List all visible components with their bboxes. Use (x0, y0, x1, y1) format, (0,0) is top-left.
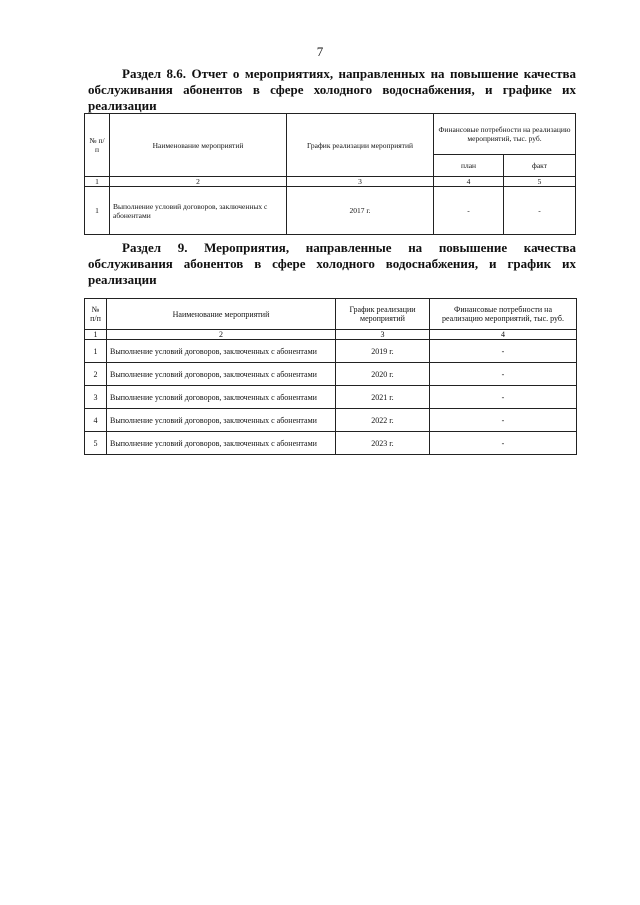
row-num: 5 (85, 432, 107, 455)
section-9-table (84, 298, 577, 455)
row-finance: - (430, 386, 577, 409)
section-8-6-heading (88, 66, 576, 114)
row-finance: - (430, 340, 577, 363)
table-row (85, 340, 577, 363)
row-name: Выполнение условий договоров, заключенных с абонентами (110, 187, 287, 235)
header-plan: план (434, 155, 504, 177)
section-8-6-table (84, 113, 576, 235)
section-8-6-title: Раздел 8.6. Отчет о мероприятиях, направленных на повышение качества обслуживания абонентов в сфере холодного водоснабжения, и графике их реализации (88, 66, 576, 113)
row-schedule: 2023 г. (336, 432, 430, 455)
col-number: 2 (110, 177, 287, 187)
table-row (85, 363, 577, 386)
row-plan: - (434, 187, 504, 235)
section-9-heading (88, 240, 576, 288)
row-schedule: 2017 г. (287, 187, 434, 235)
col-number: 1 (85, 330, 107, 340)
row-fact: - (504, 187, 576, 235)
col-number: 4 (434, 177, 504, 187)
table-row (85, 386, 577, 409)
row-name: Выполнение условий договоров, заключенных с абонентами (107, 432, 336, 455)
col-number: 3 (287, 177, 434, 187)
row-schedule: 2020 г. (336, 363, 430, 386)
row-num: 1 (85, 340, 107, 363)
header-schedule: График реализации мероприятий (287, 114, 434, 177)
header-name: Наименование мероприятий (110, 114, 287, 177)
header-num: № п/п (85, 299, 107, 330)
header-finance: Финансовые потребности на реализацию мероприятий, тыс. руб. (434, 114, 576, 155)
col-number: 3 (336, 330, 430, 340)
row-finance: - (430, 363, 577, 386)
header-finance: Финансовые потребности на реализацию мероприятий, тыс. руб. (430, 299, 577, 330)
row-finance: - (430, 432, 577, 455)
col-number: 5 (504, 177, 576, 187)
row-num: 2 (85, 363, 107, 386)
row-finance: - (430, 409, 577, 432)
table-row (85, 409, 577, 432)
col-number: 4 (430, 330, 577, 340)
row-schedule: 2021 г. (336, 386, 430, 409)
header-fact: факт (504, 155, 576, 177)
table-row (85, 187, 576, 235)
row-name: Выполнение условий договоров, заключенных с абонентами (107, 363, 336, 386)
col-number: 2 (107, 330, 336, 340)
header-name: Наименование мероприятий (107, 299, 336, 330)
header-num: № п/п (85, 114, 110, 177)
col-number: 1 (85, 177, 110, 187)
table-row (85, 432, 577, 455)
row-schedule: 2022 г. (336, 409, 430, 432)
row-num: 4 (85, 409, 107, 432)
row-name: Выполнение условий договоров, заключенных с абонентами (107, 340, 336, 363)
page-number: 7 (316, 44, 324, 59)
row-num: 1 (85, 187, 110, 235)
row-name: Выполнение условий договоров, заключенных с абонентами (107, 409, 336, 432)
row-num: 3 (85, 386, 107, 409)
section-9-title: Раздел 9. Мероприятия, направленные на повышение качества обслуживания абонентов в сфере холодного водоснабжения, и график их реализации (88, 240, 576, 287)
row-schedule: 2019 г. (336, 340, 430, 363)
header-schedule: График реализации мероприятий (336, 299, 430, 330)
row-name: Выполнение условий договоров, заключенных с абонентами (107, 386, 336, 409)
